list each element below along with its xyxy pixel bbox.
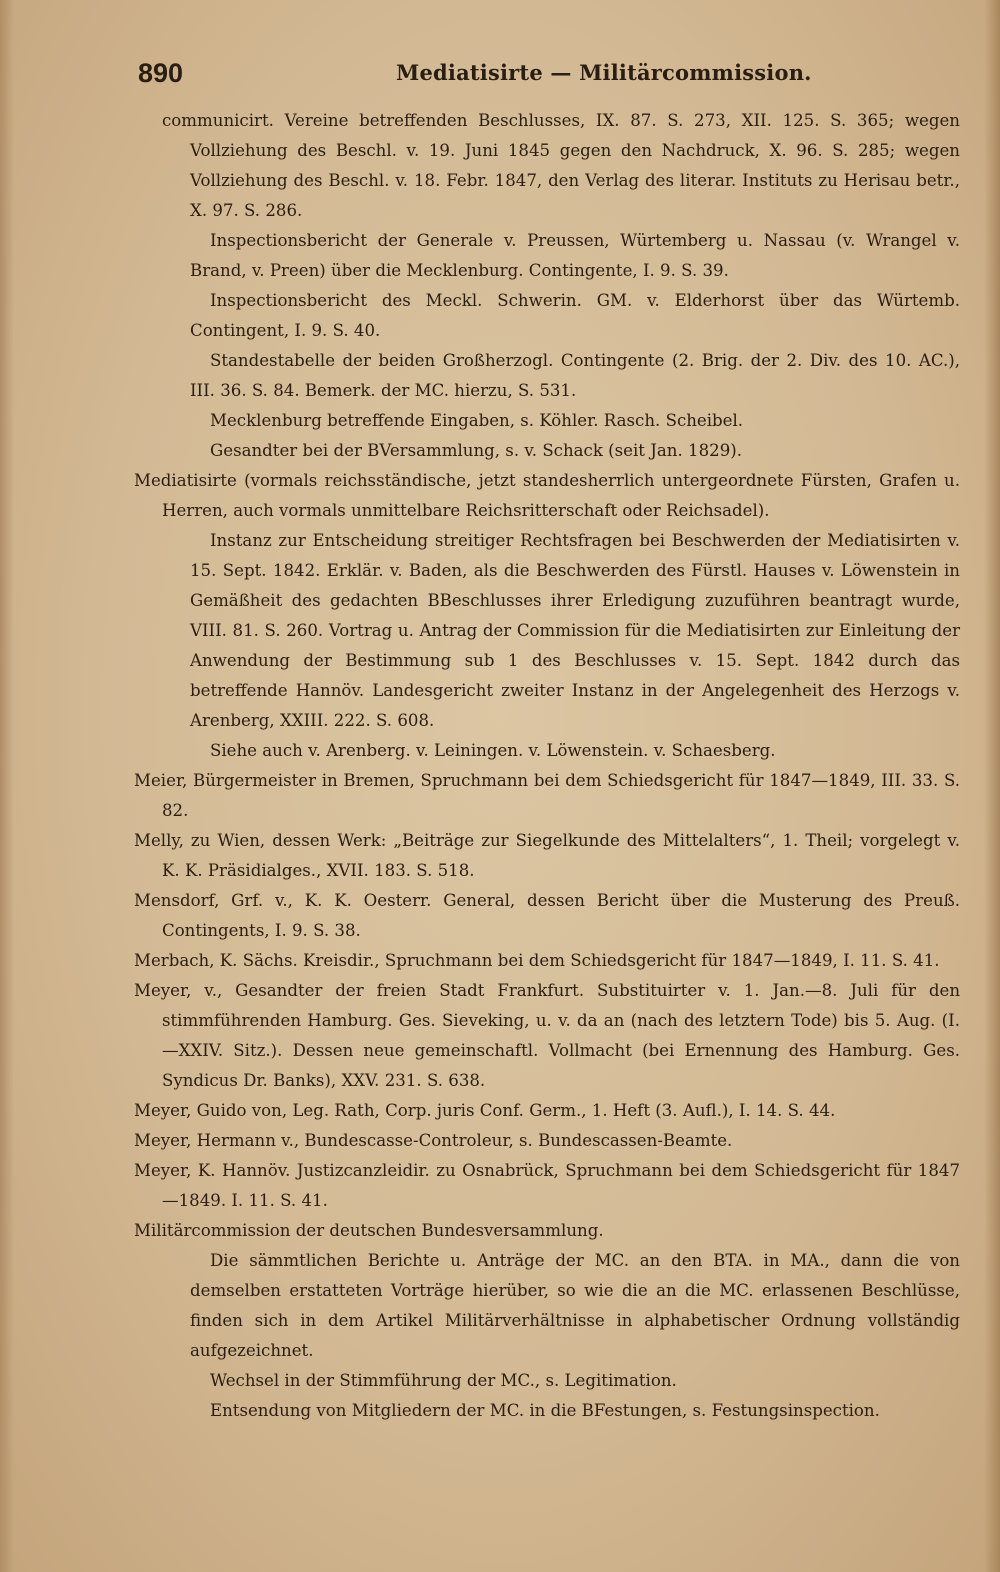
index-body bbox=[134, 106, 960, 1426]
index-subentry: Mecklenburg betreffende Eingaben, s. Köhler. Rasch. Scheibel. bbox=[210, 411, 744, 430]
index-subentry: Siehe auch v. Arenberg. v. Leiningen. v. Löwenstein. v. Schaesberg. bbox=[210, 741, 776, 760]
index-entry-merbach: Merbach, K. Sächs. Kreisdir., Spruchmann bei dem Schiedsgericht für 1847—1849, I. 11. S. 41. bbox=[134, 951, 940, 970]
index-subentry: Wechsel in der Stimmführung der MC., s. Legitimation. bbox=[210, 1371, 677, 1390]
index-subentry: Standestabelle der beiden Großherzogl. Contingente (2. Brig. der 2. Div. des 10. AC.), III. 36. S. 84. Bemerk. der MC. hierzu, S. 531. bbox=[190, 351, 960, 400]
index-entry-mensdorf: Mensdorf, Grf. v., K. K. Oesterr. General, dessen Bericht über die Musterung des Preuß. Contingents, I. 9. S. 38. bbox=[134, 891, 960, 940]
index-subentry: Gesandter bei der BVersammlung, s. v. Schack (seit Jan. 1829). bbox=[210, 441, 743, 460]
index-subentry: Inspectionsbericht der Generale v. Preussen, Würtemberg u. Nassau (v. Wrangel v. Brand, v. Preen) über die Mecklenburg. Contingente, I. 9. S. 39. bbox=[190, 231, 960, 280]
page-number: 890 bbox=[138, 58, 184, 88]
index-entry-continuation: communicirt. Vereine betreffenden Beschlusses, IX. 87. S. 273, XII. 125. S. 365; wegen Vollziehung des Beschl. v. 19. Juni 1845 gegen den Nachdruck, X. 96. S. 285; wegen Vollziehung des Beschl. v. 18. Febr. 1847, den Verlag des literar. Instituts zu Herisau betr., X. 97. S. 286. bbox=[162, 111, 960, 220]
index-entry-meier: Meier, Bürgermeister in Bremen, Spruchmann bei dem Schiedsgericht für 1847—1849, III. 33. S. 82. bbox=[134, 771, 960, 820]
index-entry-meyer-hannoev: Meyer, K. Hannöv. Justizcanzleidir. zu Osnabrück, Spruchmann bei dem Schiedsgericht für 1847—1849. I. 11. S. 41. bbox=[134, 1161, 960, 1210]
index-subentry: Die sämmtlichen Berichte u. Anträge der MC. an den BTA. in MA., dann die von demselben erstatteten Vorträge hierüber, so wie die an die MC. erlassenen Beschlüsse, finden sich in dem Artikel Militärverhältnisse in alphabetischer Ordnung vollständig aufgezeichnet. bbox=[190, 1251, 960, 1360]
index-entry-melly: Melly, zu Wien, dessen Werk: „Beiträge zur Siegelkunde des Mittelalters“, 1. Theil; vorgelegt v. K. K. Präsidialges., XVII. 183. S. 518. bbox=[134, 831, 960, 880]
index-entry-meyer-hermann: Meyer, Hermann v., Bundescasse-Controleur, s. Bundescassen-Beamte. bbox=[134, 1131, 733, 1150]
index-entry-mediatisirte: Mediatisirte (vormals reichsständische, jetzt standesherrlich untergeordnete Fürsten, Grafen u. Herren, auch vormals unmittelbare Reichsritterschaft oder Reichsadel). bbox=[134, 471, 960, 520]
index-entry-militaercommission: Militärcommission der deutschen Bundesversammlung. bbox=[134, 1221, 604, 1240]
running-head: Mediatisirte — Militärcommission. bbox=[396, 60, 812, 85]
page-header bbox=[134, 56, 964, 96]
index-subentry: Entsendung von Mitgliedern der MC. in die BFestungen, s. Festungsinspection. bbox=[210, 1401, 880, 1420]
index-subentry: Instanz zur Entscheidung streitiger Rechtsfragen bei Beschwerden der Mediatisirten v. 15. Sept. 1842. Erklär. v. Baden, als die Beschwerden des Fürstl. Hauses v. Löwenstein in Gemäßheit des gedachten BBeschlusses ihrer Erledigung zuzuführen beantragt wurde, VIII. 81. S. 260. Vortrag u. Antrag der Commission für die Mediatisirten zur Einleitung der Anwendung der Bestimmung sub 1 des Beschlusses v. 15. Sept. 1842 durch das betreffende Hannöv. Landesgericht zweiter Instanz in der Angelegenheit des Herzogs v. Arenberg, XXIII. 222. S. 608. bbox=[190, 531, 960, 730]
index-entry-meyer-guido: Meyer, Guido von, Leg. Rath, Corp. juris Conf. Germ., 1. Heft (3. Aufl.), I. 14. S. 44. bbox=[134, 1101, 836, 1120]
index-subentry: Inspectionsbericht des Meckl. Schwerin. GM. v. Elderhorst über das Würtemb. Contingent, I. 9. S. 40. bbox=[190, 291, 960, 340]
index-entry-meyer: Meyer, v., Gesandter der freien Stadt Frankfurt. Substituirter v. 1. Jan.—8. Juli für den stimmführenden Hamburg. Ges. Sieveking, u. v. da an (nach des letztern Tode) bis 5. Aug. (I.—XXIV. Sitz.). Dessen neue gemeinschaftl. Vollmacht (bei Ernennung des Hamburg. Ges. Syndicus Dr. Banks), XXV. 231. S. 638. bbox=[134, 981, 960, 1090]
